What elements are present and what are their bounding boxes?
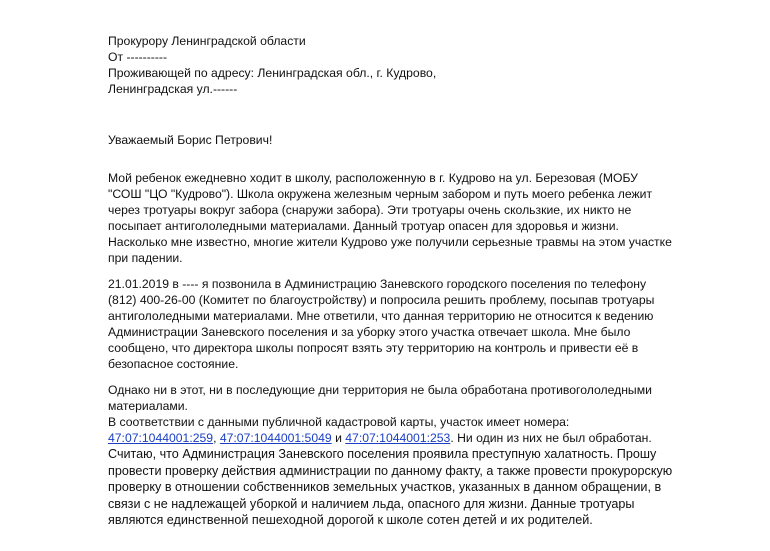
paragraph-line: Считаю, что Администрация Заневского поселения проявила преступную халатность. Прошу: [108, 447, 657, 461]
cadastral-tail: . Ни один из них не был обработан.: [450, 431, 652, 445]
paragraph-line: 21.01.2019 в ---- я позвонила в Администрацию Заневского городского поселения по телефону: [108, 277, 647, 291]
paragraph-call: [108, 276, 748, 372]
addressee-line: Прокурору Ленинградской области: [108, 34, 306, 48]
paragraph-line: В соответствии с данными публичной кадастровой карты, участок имеет номера:: [108, 415, 570, 429]
paragraph-problem: [108, 170, 748, 266]
paragraph-line: проверку в отношении собственников земельных участков, указанных в данном обращении, в: [108, 480, 662, 494]
sender-line: От ----------: [108, 50, 168, 64]
cadastral-link-253[interactable]: 47:07:1044001:253: [345, 431, 451, 445]
paragraph-line: "СОШ "ЦО "Кудрово"). Школа окружена железным черным забором и путь моего ребенка лежит: [108, 187, 653, 201]
paragraph-line: антигололедными материалами. Мне ответили, что данная территорию не относится к ведению: [108, 309, 654, 323]
spacer: [108, 266, 748, 276]
paragraph-line: Администрации Заневского поселения и за уборку этого участка отвечает школа. Мне было: [108, 325, 631, 339]
spacer: [108, 372, 748, 382]
paragraph-line: связи с не надлежащей уборкой и наличием льда, опасного для жизни. Данные тротуары: [108, 496, 635, 511]
paragraph-line: посыпает антигололедными материалами. Данный тротуар опасен для здоровья и жизни.: [108, 219, 619, 233]
paragraph-line: (812) 400-26-00 (Комитет по благоустройству) и попросила решить проблему, посыпав тротуары: [108, 293, 655, 307]
separator: и: [331, 431, 346, 445]
letter-document: [108, 33, 748, 446]
paragraph-line: сообщено, что директора школы попросят взять эту территорию на контроль и привести её в: [108, 341, 639, 355]
cadastral-link-5049[interactable]: 47:07:1044001:5049: [219, 431, 332, 445]
address-line: Проживающей по адресу: Ленинградская обл., г. Кудрово,: [108, 66, 437, 80]
paragraph-line: являются единственной пешеходной дорогой к школе сотен детей и их родителей.: [108, 513, 593, 527]
paragraph-cadastral: [108, 382, 748, 446]
spacer: [108, 122, 748, 132]
cadastral-link-259[interactable]: 47:07:1044001:259: [108, 431, 214, 445]
cadastral-links-line: [108, 430, 748, 446]
spacer: [108, 97, 748, 122]
paragraph-line: Однако ни в этот, ни в последующие дни территория не была обработана противогололедными: [108, 383, 652, 397]
paragraph-conclusion: [108, 446, 748, 529]
greeting: Уважаемый Борис Петрович!: [108, 133, 273, 147]
paragraph-line: безопасное состояние.: [108, 357, 239, 371]
spacer: [108, 148, 748, 164]
paragraph-line: Мой ребенок ежедневно ходит в школу, расположенную в г. Кудрово на ул. Березовая (МОБУ: [108, 171, 638, 185]
addressee-block: [108, 33, 748, 97]
street-line: Ленинградская ул.------: [108, 82, 238, 96]
paragraph-line: Насколько мне известно, многие жители Кудрово уже получили серьезные травмы на этом участке: [108, 235, 672, 249]
separator: ,: [213, 431, 220, 445]
paragraph-line: материалами.: [108, 399, 188, 413]
paragraph-line: при падении.: [108, 251, 183, 265]
paragraph-line: провести проверку действия администрации по данному факту, а также провести прокурорскую: [108, 463, 673, 478]
paragraph-line: через тротуары вокруг забора (снаружи забора). Эти тротуары очень скользкие, их никто не: [108, 203, 632, 217]
